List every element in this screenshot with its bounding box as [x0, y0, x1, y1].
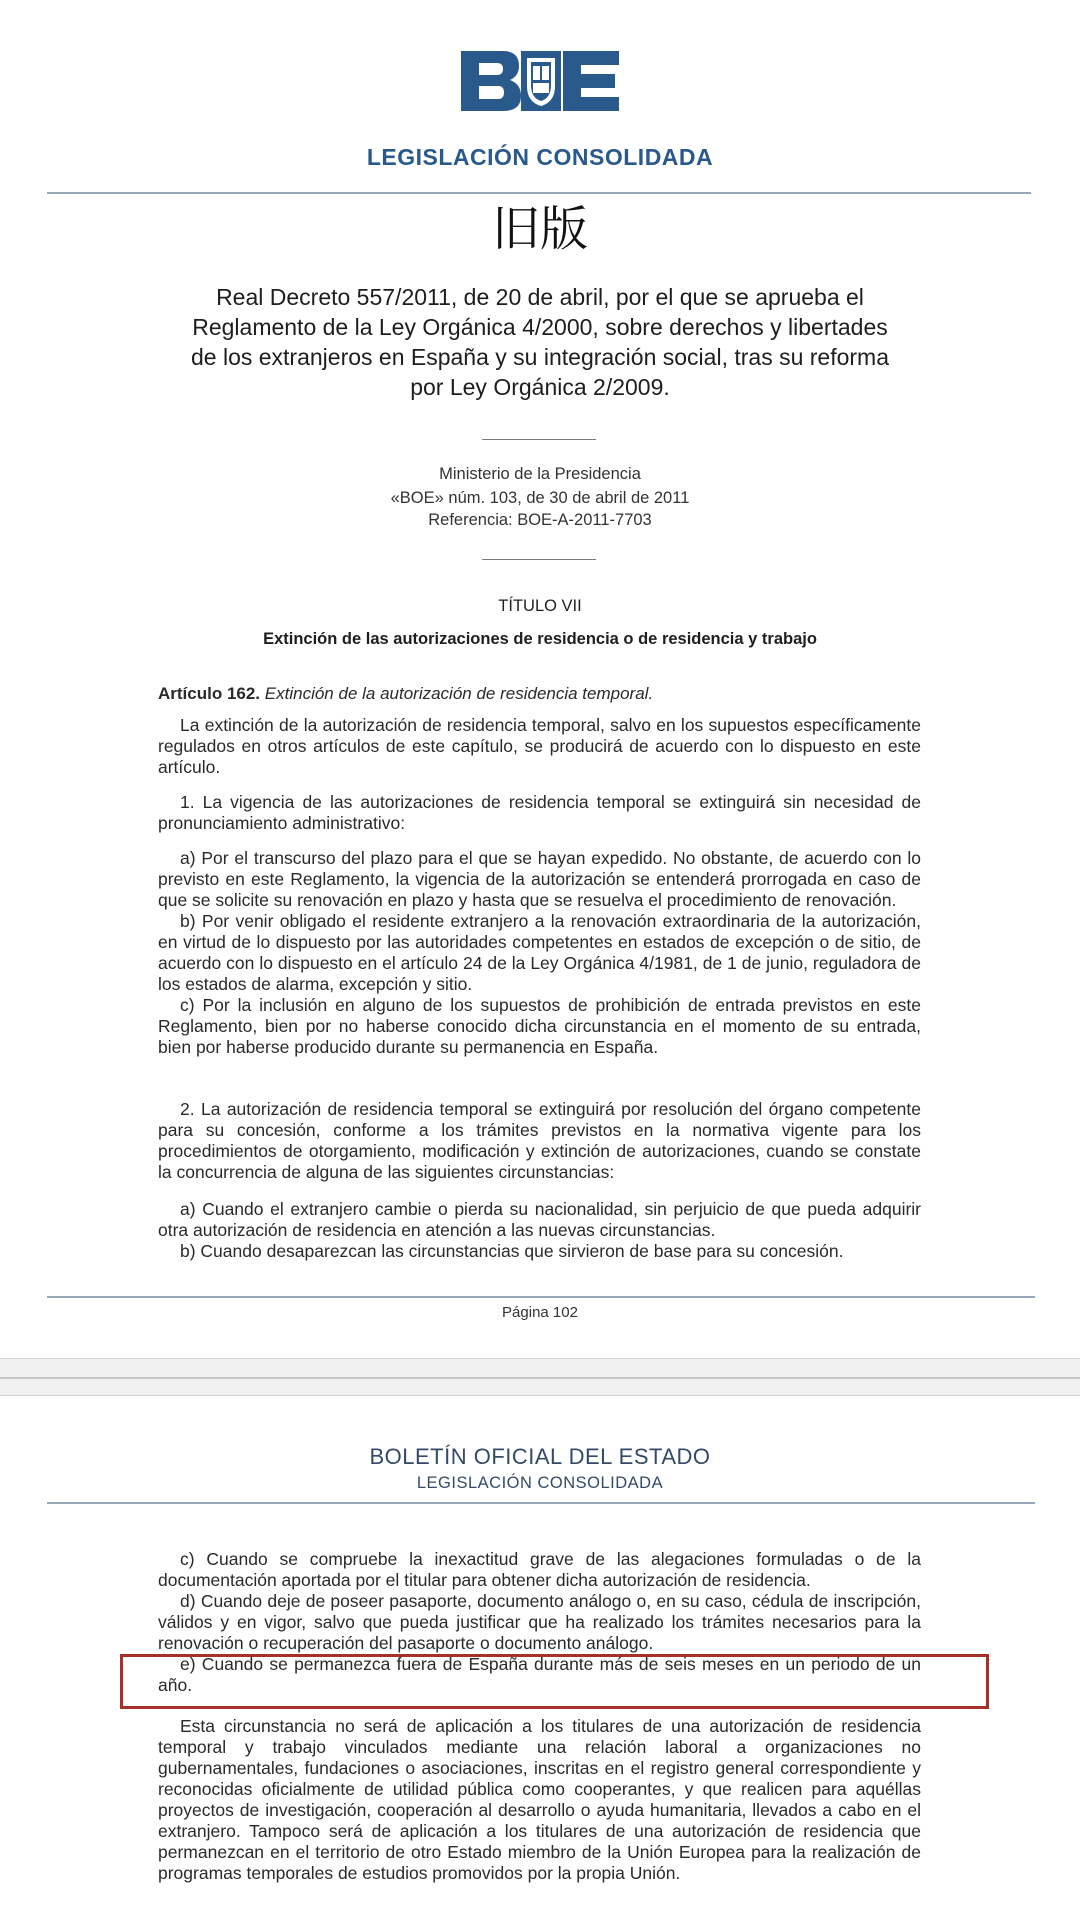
header-subtitle: LEGISLACIÓN CONSOLIDADA: [366, 144, 714, 170]
paragraph-2c: c) Cuando se compruebe la inexactitud grave de las alegaciones formuladas o de la documentación aportada por el titular para obtener dicha autorización de residencia.: [158, 1549, 921, 1590]
decree-boe-ref: «BOE» núm. 103, de 30 de abril de 2011: [390, 489, 690, 507]
titulo-label: TÍTULO VII: [498, 597, 582, 615]
titulo-heading: Extinción de las autorizaciones de residencia o de residencia y trabajo: [263, 630, 817, 648]
paragraph-1a: a) Por el transcurso del plazo para el que se hayan expedido. No obstante, de acuerdo con lo previsto en este Reglamento, la vigencia de la autorización se entenderá prorrogada en caso de que se solicite su renovación en plazo y hasta que se resuelva el procedimiento de renovación.: [158, 848, 921, 910]
article-number: Artículo 162.: [158, 684, 261, 703]
decree-title: Real Decreto 557/2011, de 20 de abril, por el que se aprueba el Reglamento de la Ley Orgánica 4/2000, sobre derechos y libertades de los extranjeros en España y su integración social, tras su reforma por Ley Orgánica 2/2009.: [190, 284, 890, 400]
header-divider: [47, 192, 1031, 194]
paragraph-2d: d) Cuando deje de poseer pasaporte, documento análogo o, en su caso, cédula de inscripción, válidos y en vigor, salvo que pueda justificar que ha realizado los trámites necesarios para la renovación o recuperación del pasaporte o documento análogo.: [158, 1591, 921, 1653]
highlight-box: [120, 1654, 989, 1709]
paragraph-1: 1. La vigencia de las autorizaciones de residencia temporal se extinguirá sin necesidad de pronunciamiento administrativo:: [158, 792, 921, 833]
title-separator-top: [482, 439, 596, 440]
paragraph-2: 2. La autorización de residencia temporal se extinguirá por resolución del órgano competente para su concesión, conforme a los trámites previstos en la normativa vigente para los procedimientos de otorgamiento, modificación y extinción de autorizaciones, cuando se constate la concurrencia de alguna de las siguientes circunstancias:: [158, 1099, 921, 1182]
article-heading: [158, 683, 921, 704]
paragraph-1-items: [158, 848, 921, 1058]
overlay-label: 旧版: [491, 201, 588, 257]
decree-reference: Referencia: BOE-A-2011-7703: [428, 511, 652, 529]
paragraph-2a: a) Cuando el extranjero cambie o pierda su nacionalidad, sin perjuicio de que pueda adquirir otra autorización de residencia en atención a las nuevas circunstancias.: [158, 1199, 921, 1240]
boe-logo-graphic: [459, 48, 621, 114]
exception-paragraph: Esta circunstancia no será de aplicación a los titulares de una autorización de residencia temporal y trabajo vinculados mediante una relación laboral a organizaciones no gubernamentales, fundaciones o asociaciones, inscritas en el registro general correspondiente y reconocidas oficialmente de utilidad pública como cooperantes, y que realicen para aquéllas proyectos de investigación, cooperación al desarrollo o ayuda humanitaria, llevados a cabo en el extranjero. Tampoco será de aplicación a los titulares de una autorización de residencia que permanezcan en el territorio de otro Estado miembro de la Unión Europea para la realización de programas temporales de estudios promovidos por la propia Unión.: [158, 1716, 921, 1883]
page-break: [0, 1358, 1080, 1396]
page-break-line: [0, 1377, 1080, 1379]
boe-logo: [459, 48, 621, 114]
paragraph-1c: c) Por la inclusión en alguno de los supuestos de prohibición de entrada previstos en este Reglamento, bien por no haberse conocido dicha circunstancia en el momento de su entrada, bien por haberse producido durante su permanencia en España.: [158, 995, 921, 1057]
page2-header-title: BOLETÍN OFICIAL DEL ESTADO: [369, 1444, 711, 1469]
page2-header-divider: [47, 1502, 1035, 1504]
article-title: Extinción de la autorización de residencia temporal.: [264, 684, 654, 703]
paragraph-2b: b) Cuando desaparezcan las circunstancias que sirvieron de base para su concesión.: [180, 1241, 844, 1261]
page2-header-subtitle: LEGISLACIÓN CONSOLIDADA: [416, 1474, 664, 1492]
article-intro: La extinción de la autorización de residencia temporal, salvo en los supuestos específicamente regulados en otros artículos de este capítulo, se producirá de acuerdo con lo dispuesto en este artículo.: [158, 715, 921, 777]
title-separator-bottom: [482, 559, 596, 560]
page-number: Página 102: [502, 1304, 578, 1321]
footer-divider: [47, 1296, 1035, 1298]
paragraph-2-items: [158, 1199, 921, 1262]
paragraph-2e: e) Cuando se permanezca fuera de España durante más de seis meses en un periodo de un año.: [158, 1654, 921, 1695]
paragraph-1b: b) Por venir obligado el residente extranjero a la renovación extraordinaria de la autorización, en virtud de lo dispuesto por las autoridades competentes en estados de excepción o de sitio, de acuerdo con lo dispuesto en el artículo 24 de la Ley Orgánica 4/1981, de 1 de junio, reguladora de los estados de alarma, excepción y sitio.: [158, 911, 921, 994]
decree-ministry: Ministerio de la Presidencia: [439, 465, 641, 483]
